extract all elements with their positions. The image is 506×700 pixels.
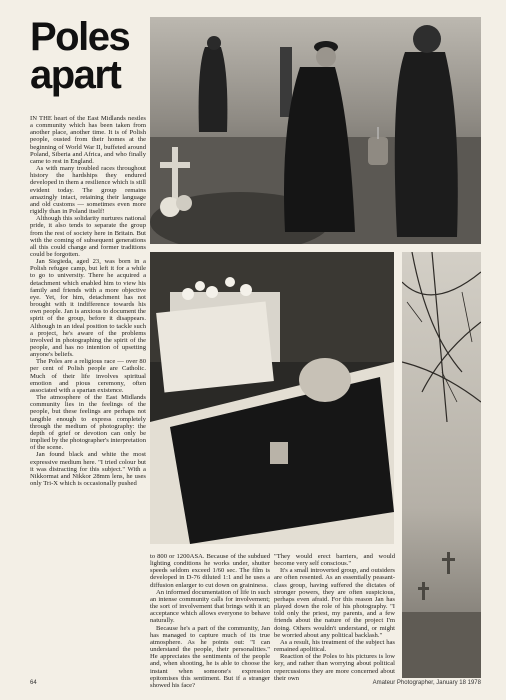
page-number: 64 (30, 680, 37, 686)
paragraph: Although this solidarity nurtures national pride, it also tends to separate the group from the rest of society here in Britain. But with the coming of subsequent generations all this could change and former traditions could be forgotten. (30, 215, 146, 258)
misty-cemetery-photo (402, 252, 481, 678)
paragraph: Because he's a part of the community, Jan has managed to capture much of its true atmosphere. As he points out: "I can understand the people, their personalities." He appreciates the sentiments of the people and, when shooting, he is able to choose the instant when someone's expression epitomises this sentiment. But if a stranger showed his face? (150, 624, 270, 689)
paragraph: The atmosphere of the East Midlands community lies in the feelings of the people, but these feelings are perhaps not tangible enough to express completely through the medium of photography: the depth of grief or devotion can only be implied by the photographer's interpretation of the scene. (30, 394, 146, 452)
article-title (30, 15, 148, 97)
paragraph: Reaction of the Poles to his pictures is low key, and rather than worrying about political repercussions they are more concerned about their own (274, 653, 395, 682)
paragraph: to 800 or 1200ASA. Because of the subdued lighting conditions he works under, shutter speeds seldom exceed 1/60 sec. The film is developed in D-76 diluted 1:1 and he uses a diffusion enlarger to cut down on graininess. (150, 553, 270, 589)
paragraph: Jan Siegieda, aged 23, was born in a Polish refugee camp, but left it for a while to go to university. There he acquired a detachment which enabled him to view his family and friends with a more objective eye. Yet, for him, detachment has not brought with it indifference towards his own people. Jan is anxious to document the spirit of the group, before it disappears. Although in an ideal position to tackle such a project, he's aware of the problems involved in photographing the spirit of the people, and has no intention of upsetting anyone's beliefs. (30, 258, 146, 359)
title-line-1: Poles (30, 15, 130, 59)
paragraph: It's a small introverted group, and outsiders are often resented. As an essentially peasant-class group, having suffered the dictates of stronger powers, they are often suspicious, perhaps even afraid. For this reason Jan has played down the role of his photography. "I told only the priest, my parents, and a few friends about the nature of the project I'm doing. Others wouldn't understand, or might be worried about any political backlash." (274, 567, 395, 639)
cemetery-photo (150, 17, 481, 244)
paragraph: IN THE heart of the East Midlands nestles a community which has been taken from another place, another time. It is of Polish people, ousted from their homes at the beginning of World War II, buffeted around Poland, Siberia and Africa, and who finally came to rest in England. (30, 115, 146, 165)
paragraph: Jan found black and white the most expressive medium here. "I tried colour but it was distracting for this subject." With a Nikkormat and Nikkor 28mm lens, he uses only Tri-X which is occasionally pushed (30, 451, 146, 487)
coffin-photo (150, 252, 394, 544)
paragraph: "They would erect barriers, and would become very self conscious." (274, 553, 395, 568)
paragraph: The Poles are a religious race — over 80 per cent of Polish people are Catholic. Much of their life involves spiritual emotion and pious ceremony, often associated with a spartan existence. (30, 358, 146, 394)
paragraph: As with many troubled races throughout history the hardships they endured developed in them a resilience which is still evident today. The group remains amazingly intact, retaining their language and old customs — sometimes even more rigidly than in Poland itself! (30, 165, 146, 216)
page-footer (30, 680, 481, 690)
paragraph: An informed documentation of life in such an intense community calls for involvement; the sort of involvement that brings with it an acceptance which allows everyone to behave naturally. (150, 588, 270, 625)
paragraph: As a result, his treatment of the subject has remained apolitical. (274, 638, 395, 654)
article-column-3 (274, 553, 395, 682)
article-column-2 (150, 553, 270, 689)
magazine-credit: Amateur Photographer, January 18 1978 (372, 680, 481, 686)
article-column-1 (30, 115, 146, 663)
title-line-2: apart (30, 53, 121, 97)
